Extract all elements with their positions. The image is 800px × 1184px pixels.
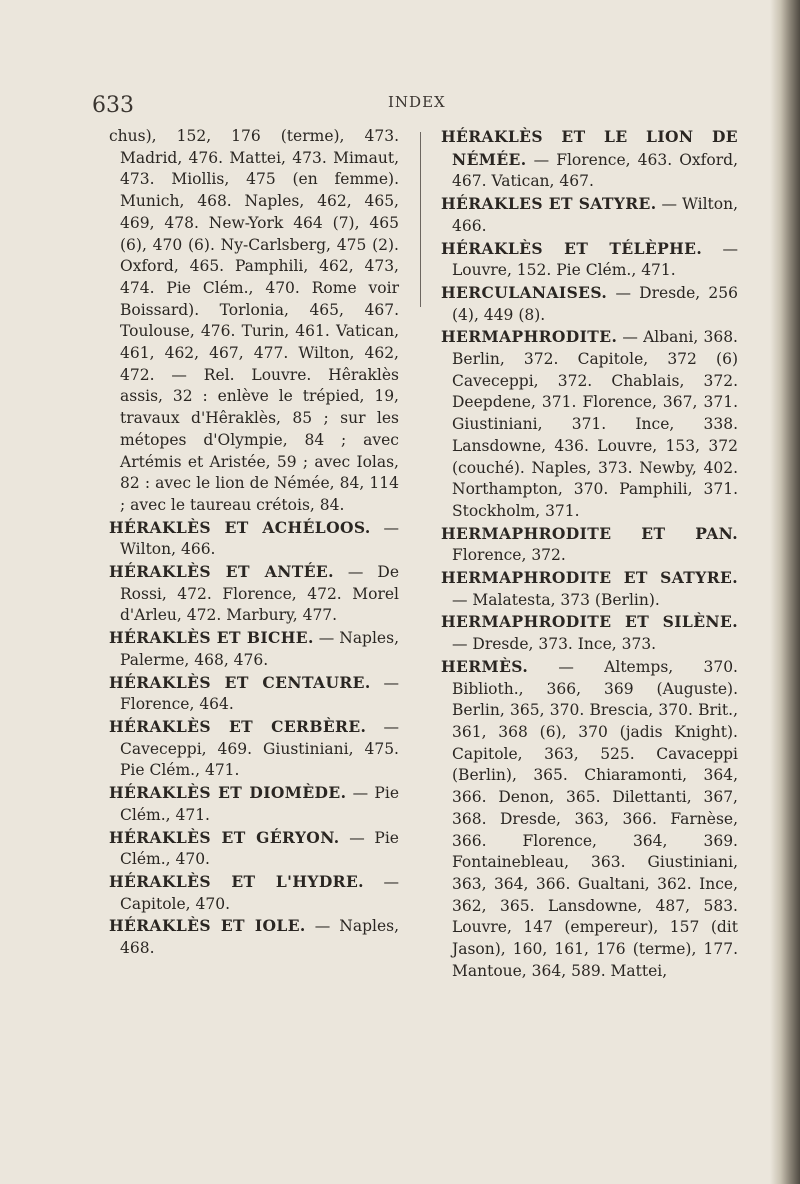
entry-text: — Naples, Palerme, 468, 476. [120, 629, 399, 669]
index-entry [109, 827, 399, 871]
entry-heading: HERMAPHRODITE ET SILÈNE. [441, 612, 738, 632]
index-entry [109, 716, 399, 782]
entry-heading: HÉRAKLÈS ET GÉRYON. [109, 827, 340, 847]
index-entry [109, 915, 399, 959]
entry-heading: HERMAPHRODITE ET PAN. [441, 523, 738, 543]
entry-heading: HÉRAKLÈS ET IOLE. [109, 916, 306, 936]
entry-text: — Dresde, 373. Ince, 373. [452, 635, 657, 654]
entry-heading: HÉRAKLÈS ET LE LION DE NÉMÉE. [441, 127, 738, 169]
entry-text: — Dresde, 256 (4), 449 (8). [452, 283, 738, 324]
entry-text: — Florence, 464. [120, 673, 399, 714]
index-entry [441, 326, 738, 522]
entry-heading: HERMÈS. [441, 656, 529, 676]
left-column [109, 126, 399, 960]
index-entry [441, 567, 738, 611]
entry-heading: HÉRAKLÈS ET BICHE. [109, 628, 314, 648]
entry-text: Florence, 372. [452, 546, 566, 565]
index-entry [109, 627, 399, 671]
column-rule [420, 132, 421, 307]
index-entry [109, 126, 399, 517]
entry-heading: HÉRAKLÈS ET ACHÉLOOS. [109, 517, 371, 537]
entry-text: — Louvre, 152. Pie Clém., 471. [452, 239, 738, 280]
right-column [441, 126, 738, 982]
entry-text: — Wilton, 466. [452, 195, 738, 235]
index-entry [109, 782, 399, 826]
entry-text: — Altemps, 370. Biblioth., 366, 369 (Auguste). Berlin, 365, 370. Brescia, 370. Brit., 361, 368 (6), 370 (jadis Knight). Capitole, 363, 525. Cavaceppi (Berlin), 365. Chiaramonti, 364, 366. Denon, 365. Dilettanti, 367, 368. Dresde, 363, 366. Farnèse, 366. Florence, 364, 369. Fontainebleau, 363. Giustiniani, 363, 364, 366. Gualtani, 362. Ince, 362, 365. Lansdowne, 487, 583. Louvre, 147 (empereur), 157 (dit Jason), 160, 161, 176 (terme), 177. Mantoue, 364, 589. Mattei, [452, 657, 738, 980]
entry-text: — Naples, 468. [120, 917, 400, 958]
index-entry [109, 871, 399, 915]
running-head: INDEX [388, 93, 446, 111]
index-entry [441, 656, 738, 983]
entry-text: — Albani, 368. Berlin, 372. Capitole, 372 (6) Caveceppi, 372. Chablais, 372. Deepdene, 371. Florence, 367, 371. Giustiniani, 371. Ince, 338. Lansdowne, 436. Louvre, 153, 372 (couché). Naples, 373. Newby, 402. Northampton, 370. Pamphili, 371. Stockholm, 371. [452, 328, 738, 520]
entry-heading: HÉRAKLES ET SATYRE. [441, 194, 657, 214]
index-entry [441, 611, 738, 655]
entry-text: — Florence, 463. Oxford, 467. Vatican, 467. [452, 150, 738, 191]
entry-text: — De Rossi, 472. Florence, 472. Morel d'Arleu, 472. Marbury, 477. [120, 563, 399, 625]
index-entry [441, 193, 738, 237]
entry-text: — Capitole, 470. [120, 872, 399, 913]
index-entry [109, 517, 399, 561]
entry-heading: HÉRAKLÈS ET L'HYDRE. [109, 871, 364, 891]
index-entry [441, 126, 738, 193]
entry-text: — Wilton, 466. [120, 518, 399, 559]
entry-heading: HERCULANAISES. [441, 282, 608, 302]
index-entry [441, 523, 738, 567]
index-entry [109, 672, 399, 716]
entry-text: — Malatesta, 373 (Berlin). [452, 590, 660, 609]
page-number: 633 [92, 93, 134, 118]
entry-heading: HÉRAKLÈS ET ANTÉE. [109, 562, 334, 582]
page-edge-shadow [770, 0, 800, 1184]
entry-heading: HERMAPHRODITE ET SATYRE. [441, 568, 738, 588]
entry-text: — Pie Clém., 471. [120, 784, 399, 824]
index-entry [441, 282, 738, 326]
entry-text: chus), 152, 176 (terme), 473. Madrid, 476. Mattei, 473. Mimaut, 473. Miollis, 475 (en femme). Munich, 468. Naples, 462, 465, 469, 478. New-York 464 (7), 465 (6), 470 (6). Ny-Carlsberg, 475 (2). Oxford, 465. Pamphili, 462, 473, 474. Pie Clém., 470. Rome voir Boissard). Torlonia, 465, 467. Toulouse, 476. Turin, 461. Vatican, 461, 462, 467, 477. Wilton, 462, 472. — Rel. Louvre. Hêraklès assis, 32 : enlève le trépied, 19, travaux d'Hêraklès, 85 ; sur les métopes d'Olympie, 84 ; avec Artémis et Aristée, 59 ; avec Iolas, 82 : avec le lion de Némée, 84, 114 ; avec le taureau crétois, 84. [109, 127, 399, 514]
index-entry [441, 238, 738, 282]
entry-heading: HÉRAKLÈS ET CERBÈRE. [109, 716, 367, 736]
entry-heading: HERMAPHRODITE. [441, 327, 618, 347]
entry-text: — Pie Clém., 470. [120, 828, 399, 869]
entry-text: — Caveceppi, 469. Giustiniani, 475. Pie Clém., 471. [120, 717, 399, 780]
entry-heading: HÉRAKLÈS ET DIOMÈDE. [109, 783, 347, 803]
entry-heading: HÉRAKLÈS ET TÉLÈPHE. [441, 238, 703, 258]
entry-heading: HÉRAKLÈS ET CENTAURE. [109, 672, 371, 692]
index-entry [109, 561, 399, 627]
